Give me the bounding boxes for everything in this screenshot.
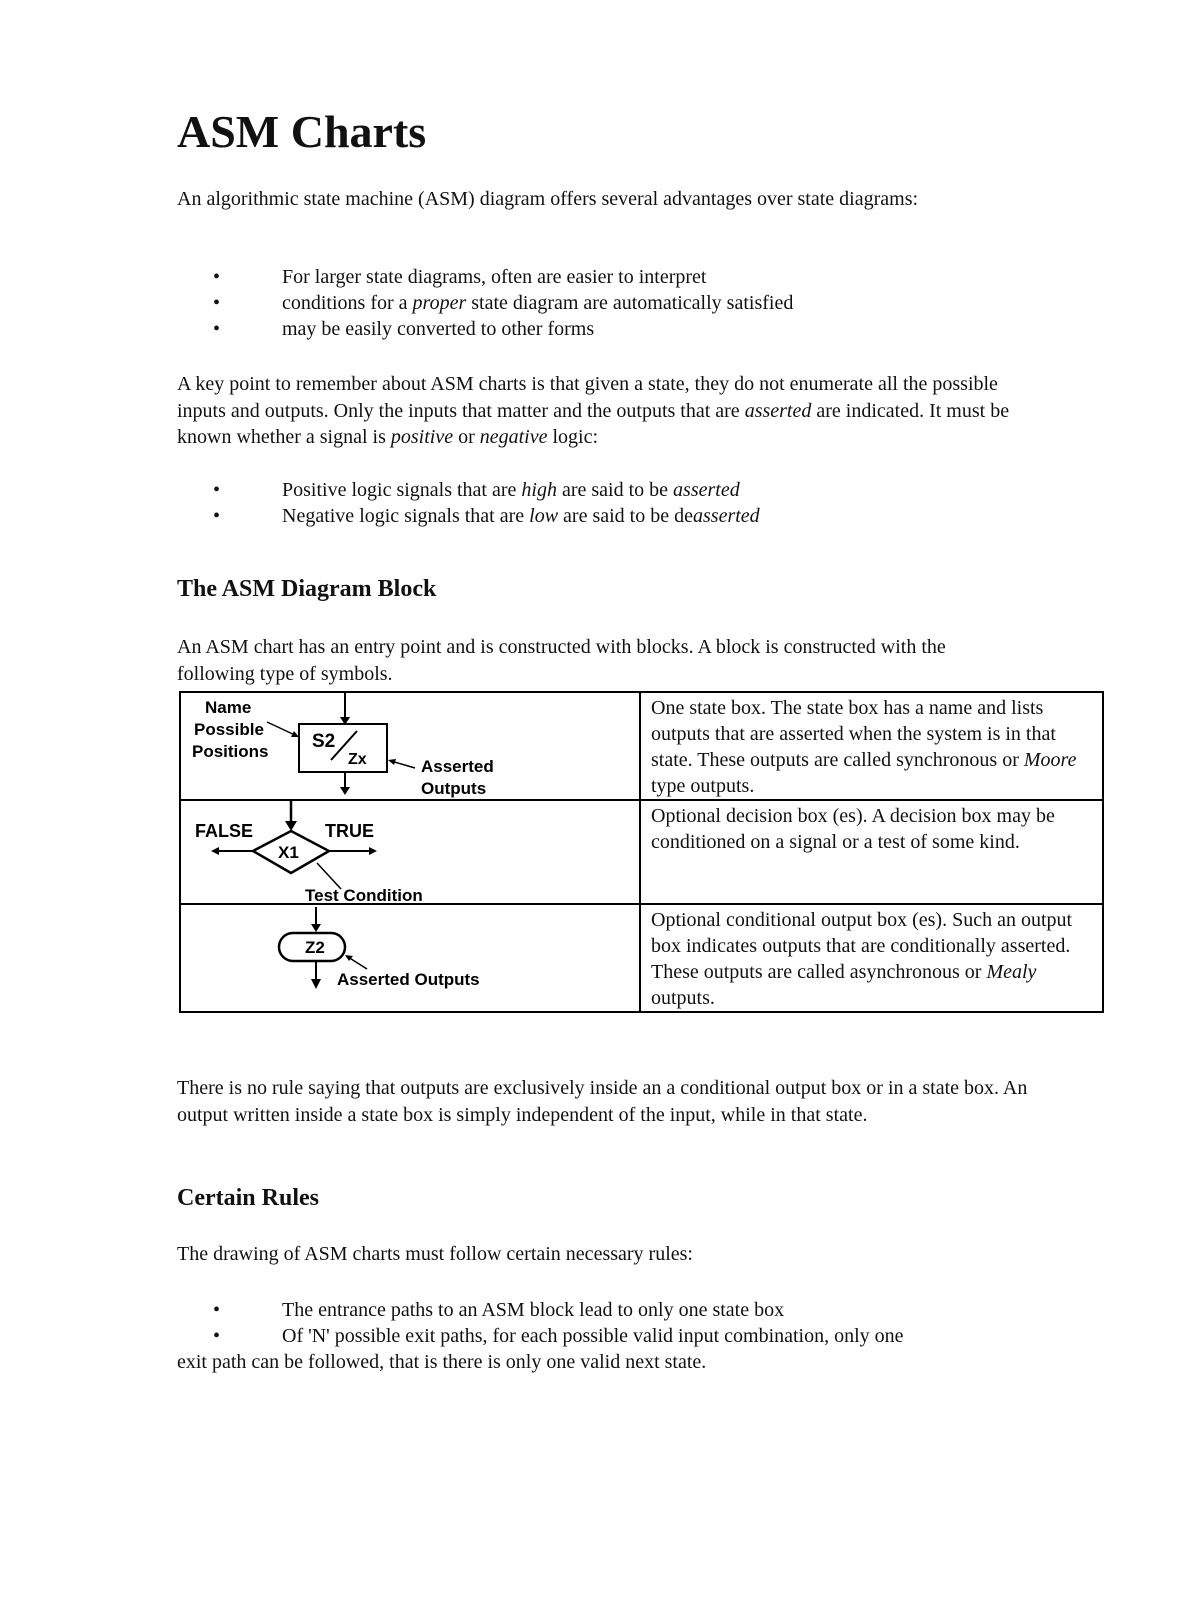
decision-box-description: Optional decision box (es). A decision box may be conditioned on a signal or a test of some kind.	[640, 800, 1103, 904]
logic-list	[177, 477, 760, 529]
rules-intro-paragraph: The drawing of ASM charts must follow certain necessary rules:	[177, 1243, 693, 1265]
false-label: FALSE	[195, 821, 254, 841]
key-point-paragraph: A key point to remember about ASM charts is that given a state, they do not enumerate all the possible inputs and outputs. Only the inputs that matter and the outputs that are asserted are indicated. It must be known whether a signal is positive or negative logic:	[177, 373, 1010, 448]
symbols-table	[179, 691, 1104, 1013]
state-output-label: Zx	[348, 751, 367, 768]
intro-paragraph: An algorithmic state machine (ASM) diagram offers several advantages over state diagrams:	[177, 188, 919, 210]
table-row	[180, 800, 1103, 904]
section-heading-rules: Certain Rules	[177, 1185, 319, 1211]
true-label: TRUE	[325, 821, 374, 841]
list-item: • For larger state diagrams, often are easier to interpret	[213, 266, 707, 288]
section-heading-block: The ASM Diagram Block	[177, 576, 437, 602]
advantages-list	[177, 264, 793, 342]
table-row	[180, 692, 1103, 800]
state-box-figure-cell	[180, 692, 640, 800]
asserted-outputs-label: Asserted Outputs	[337, 970, 480, 989]
rules-list	[177, 1297, 904, 1375]
block-intro-paragraph: An ASM chart has an entry point and is constructed with blocks. A block is constructed with the following type of symbols.	[177, 636, 946, 685]
no-rule-paragraph: There is no rule saying that outputs are exclusively inside an a conditional output box or in a state box. An output written inside a state box is simply independent of the input, while in that state.	[177, 1077, 1028, 1126]
list-item: • Of 'N' possible exit paths, for each possible valid input combination, only one exit path can be followed, that is there is only one valid next state.	[177, 1325, 904, 1373]
conditional-output-figure	[181, 905, 639, 1007]
table-row	[180, 904, 1103, 1012]
page-title: ASM Charts	[177, 106, 427, 157]
decision-box-figure	[181, 801, 639, 903]
state-box-figure	[181, 693, 639, 799]
test-condition-label: Test Condition	[305, 886, 423, 903]
condition-label: X1	[278, 843, 299, 862]
list-item: • Positive logic signals that are high are said to be asserted	[213, 479, 740, 501]
name-label: Name	[205, 698, 252, 717]
decision-box-figure-cell	[180, 800, 640, 904]
conditional-output-figure-cell	[180, 904, 640, 1012]
list-item: • The entrance paths to an ASM block lead to only one state box	[213, 1299, 785, 1321]
conditional-output-label: Z2	[305, 938, 325, 957]
list-item: • may be easily converted to other forms	[213, 318, 595, 340]
possible-label: Possible	[194, 720, 264, 739]
asserted-label: Asserted	[421, 757, 494, 776]
outputs-label: Outputs	[421, 779, 487, 798]
list-item: • conditions for a proper state diagram are automatically satisfied	[213, 292, 794, 314]
state-name-label: S2	[312, 731, 336, 752]
positions-label: Positions	[192, 742, 269, 761]
conditional-output-description: Optional conditional output box (es). Such an output box indicates outputs that are conditionally asserted. These outputs are called asynchronous or Mealy outputs.	[640, 904, 1103, 1012]
list-item: • Negative logic signals that are low are said to be deasserted	[213, 505, 760, 527]
state-box-description: One state box. The state box has a name and lists outputs that are asserted when the system is in that state. These outputs are called synchronous or Moore type outputs.	[640, 692, 1103, 800]
